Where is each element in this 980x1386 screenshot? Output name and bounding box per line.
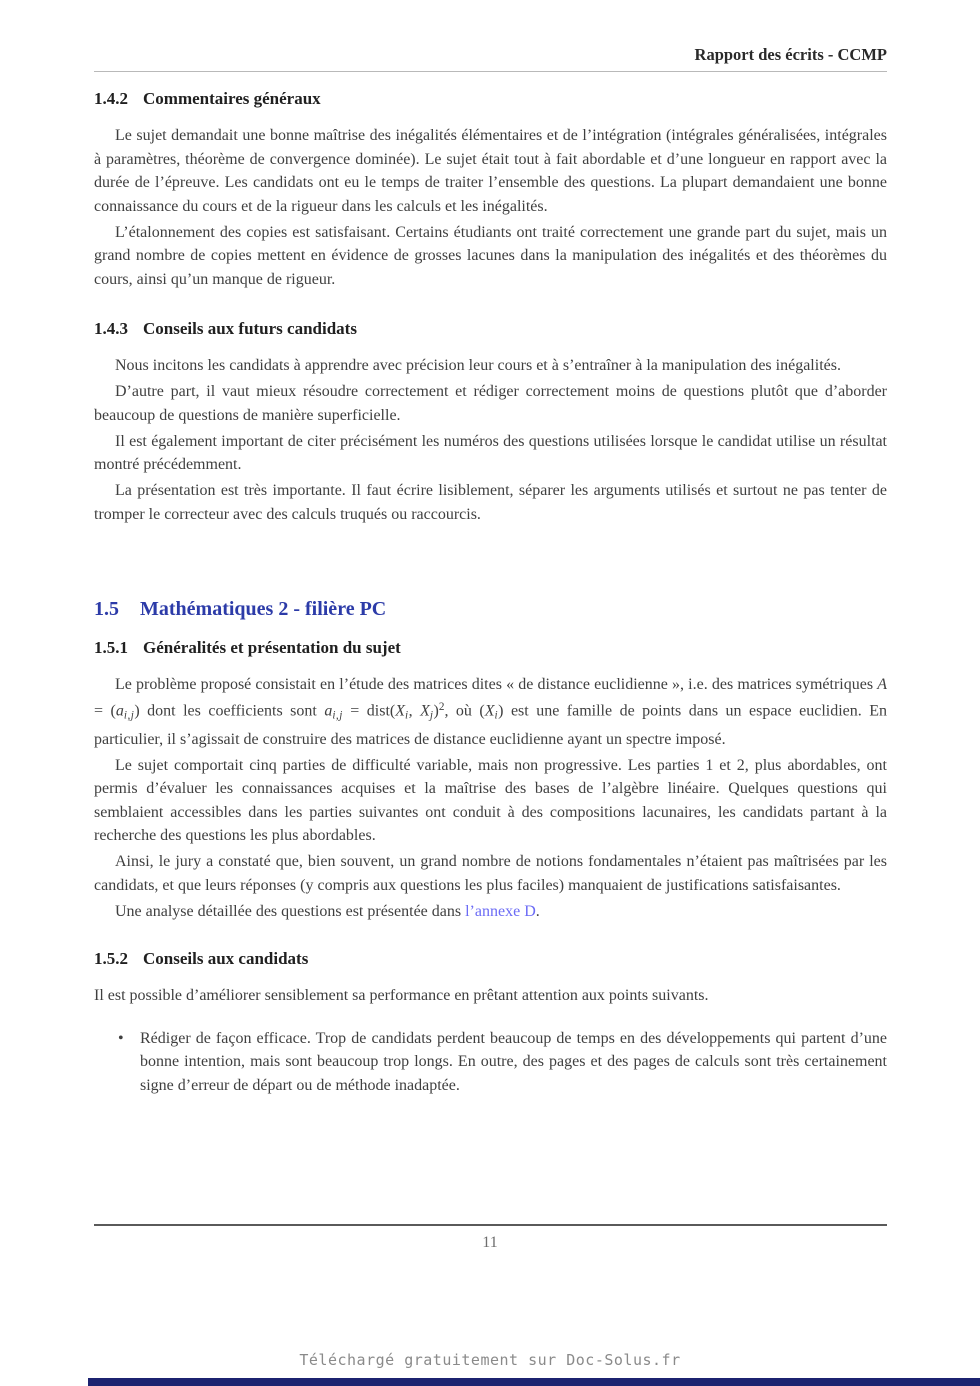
section-number: 1.4.2 <box>94 89 128 108</box>
section-heading-1-5 <box>94 598 887 621</box>
section-heading-1-5-1 <box>94 638 887 658</box>
section-number: 1.5.2 <box>94 949 128 969</box>
page-number: 11 <box>482 1234 498 1251</box>
section-title: Conseils aux futurs candidats <box>143 319 357 338</box>
paragraph: Il est possible d’améliorer sensiblement sa performance en prêtant attention aux points suivants. <box>94 987 709 1005</box>
paragraph: Le sujet comportait cinq parties de difficulté variable, mais non progressive. Les parties 1 et 2, plus abordables, ont permis d’évaluer les connaissances acquises et la maîtrise des bases de l’algèbre linéaire. Quelques questions qui semblaient accessibles dans les parties suivantes ont conduit à des compositions lacunaires, les candidats partant à la recherche des questions les plus abordables. <box>94 756 887 845</box>
paragraph: La présentation est très importante. Il faut écrire lisiblement, séparer les arguments utilisés et surtout ne pas tenter de tromper le correcteur avec des calculs truqués ou raccourcis. <box>94 482 887 523</box>
annexe-d-link[interactable]: l’annexe D <box>465 902 536 920</box>
paragraph-with-link: Une analyse détaillée des questions est présentée dans l’annexe D. <box>115 902 540 920</box>
section-heading-1-4-2 <box>94 89 887 109</box>
bullet-icon: • <box>118 1029 124 1047</box>
paragraph: Nous incitons les candidats à apprendre avec précision leur cours et à s’entraîner à la manipulation des inégalités. <box>115 357 841 374</box>
paragraph: Il est également important de citer précisément les numéros des questions utilisées lorsque le candidat utilise un résultat montré précédemment. <box>94 432 887 473</box>
section-number: 1.5 <box>94 598 119 620</box>
bottom-navy-bar <box>88 1378 980 1386</box>
paragraph: L’étalonnement des copies est satisfaisant. Certains étudiants ont traité correctement une grande part du sujet, mais un grand nombre de copies mettent en évidence de grosses lacunes dans la manipulation des inégalités et des théorèmes du cours, ainsi qu’un manque de rigueur. <box>94 223 887 288</box>
running-header-title: Rapport des écrits - CCMP <box>694 45 887 64</box>
header-rule <box>94 71 887 72</box>
list-item <box>94 1027 887 1098</box>
section-title: Mathématiques 2 - filière PC <box>140 598 387 620</box>
section-number: 1.4.3 <box>94 319 128 338</box>
paragraph: Le sujet demandait une bonne maîtrise des inégalités élémentaires et de l’intégration (intégrales généralisées, intégrales à paramètres, théorème de convergence dominée). Le sujet était tout à fait abordable et d’une longueur en rapport avec la durée de l’épreuve. Les candidats ont eu le temps de traiter l’ensemble des questions. La plupart demandaient une bonne connaissance du cours et de la rigueur dans les calculs et les inégalités. <box>94 127 887 215</box>
paragraph-with-math: Le problème proposé consistait en l’étude des matrices dites « de distance euclidienne », i.e. des matrices symétriques A = (ai,j) dont les coefficients sont ai,j = dist(Xi, Xj)$^2$, où (Xi) est une famille de points dans un espace euclidien. En particulier, il s’agissait de construire des matrices de distance euclidienne ayant un spectre imposé. <box>94 675 888 748</box>
section-title: Commentaires généraux <box>143 89 321 108</box>
section-title: Conseils aux candidats <box>143 949 309 969</box>
section-title: Généralités et présentation du sujet <box>143 637 401 657</box>
footer-rule <box>94 1224 887 1226</box>
section-heading-1-5-2 <box>94 949 887 969</box>
paragraph: Ainsi, le jury a constaté que, bien souvent, un grand nombre de notions fondamentales n’étaient pas maîtrisées par les candidats, et que leurs réponses (y compris aux questions les plus faciles) manquaient de justifications satisfaisantes. <box>94 853 887 894</box>
watermark-text: Téléchargé gratuitement sur Doc-Solus.fr <box>299 1351 681 1369</box>
list-item-text: Rédiger de façon efficace. Trop de candidats perdent beaucoup de temps en des développements qui partent d’une bonne intention, mais sont beaucoup trop longs. En outre, des pages et des pages de calculs sont très certainement signe d’erreur de départ ou de méthode inadaptée. <box>140 1029 887 1094</box>
page-content <box>94 0 887 1097</box>
section-heading-1-4-3 <box>94 319 887 339</box>
paragraph: D’autre part, il vaut mieux résoudre correctement et rédiger correctement moins de questions plutôt que d’aborder beaucoup de questions de manière superficielle. <box>94 383 887 424</box>
section-number: 1.5.1 <box>94 637 128 657</box>
